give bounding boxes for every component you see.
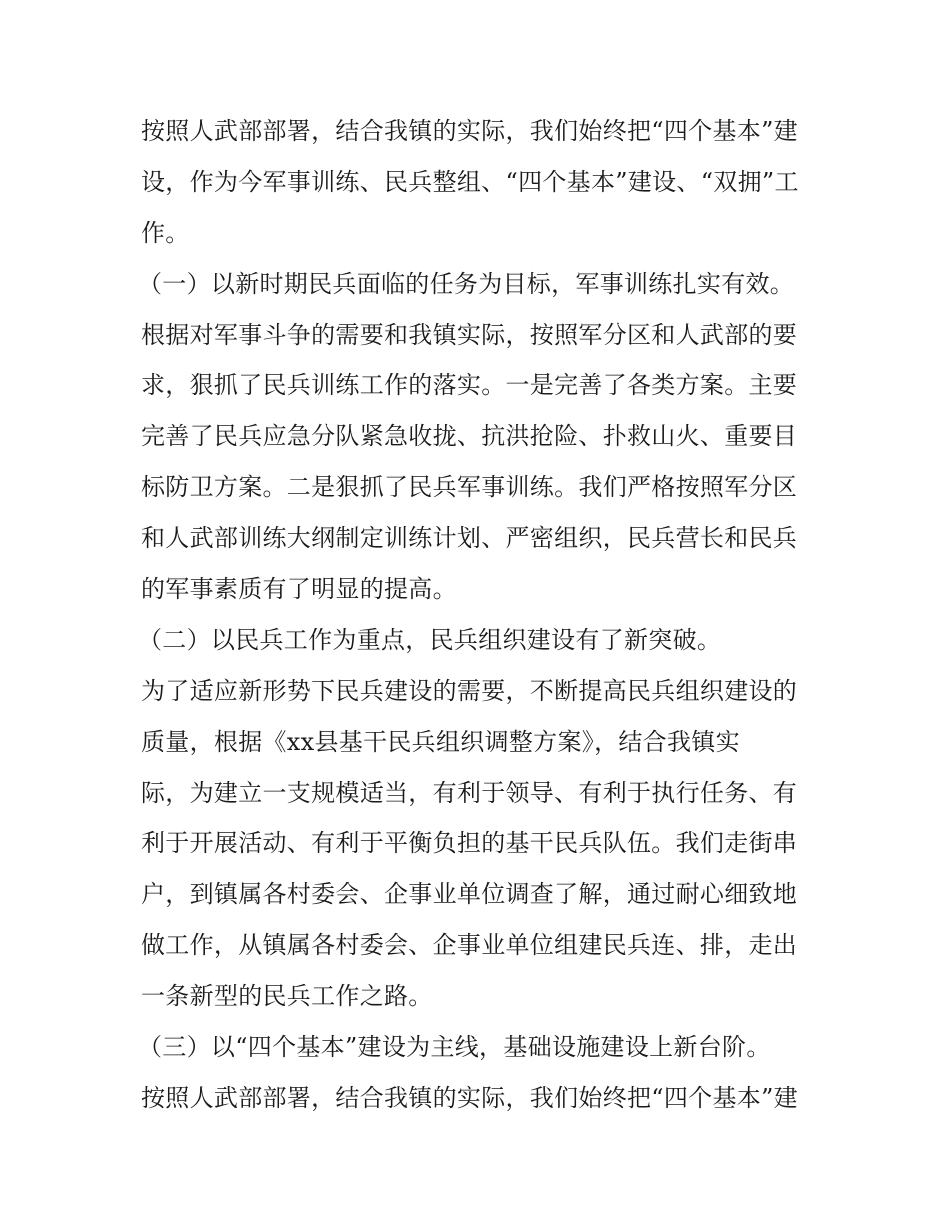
paragraph-line: 一条新型的民兵工作之路。 bbox=[141, 982, 433, 1011]
paragraph-line: 求，狠抓了民兵训练工作的落实。一是完善了各类方案。主要 bbox=[141, 371, 798, 400]
paragraph-line: 做工作，从镇属各村委会、企事业单位组建民兵连、排，走出 bbox=[141, 931, 798, 960]
paragraph-line: 按照人武部部署，结合我镇的实际，我们始终把“四个基本”建 bbox=[141, 1083, 798, 1112]
paragraph-line: 户，到镇属各村委会、企事业单位调查了解，通过耐心细致地 bbox=[141, 880, 798, 909]
paragraph-line: 际，为建立一支规模适当，有利于领导、有利于执行任务、有 bbox=[141, 778, 798, 807]
paragraph-line: 质量，根据《xx县基干民兵组织调整方案》，结合我镇实 bbox=[141, 727, 740, 756]
paragraph-line: 作。 bbox=[141, 218, 190, 247]
paragraph-line: 利于开展活动、有利于平衡负担的基干民兵队伍。我们走街串 bbox=[141, 829, 798, 858]
paragraph-line: 的军事素质有了明显的提高。 bbox=[141, 575, 457, 604]
paragraph-line: 标防卫方案。二是狠抓了民兵军事训练。我们严格按照军分区 bbox=[141, 473, 798, 502]
section-heading-3: （三）以“四个基本”建设为主线，基础设施建设上新台阶。 bbox=[138, 1033, 771, 1062]
paragraph-line: 完善了民兵应急分队紧急收拢、抗洪抢险、扑救山火、重要目 bbox=[141, 422, 798, 451]
paragraph-line: 按照人武部部署，结合我镇的实际，我们始终把“四个基本”建 bbox=[141, 117, 798, 145]
section-heading-1: （一）以新时期民兵面临的任务为目标，军事训练扎实有效。 bbox=[138, 269, 795, 298]
paragraph-line: 为了适应新形势下民兵建设的需要，不断提高民兵组织建设的 bbox=[141, 676, 798, 705]
paragraph-line: 根据对军事斗争的需要和我镇实际，按照军分区和人武部的要 bbox=[141, 320, 798, 349]
section-heading-2: （二）以民兵工作为重点，民兵组织建设有了新突破。 bbox=[138, 625, 722, 654]
paragraph-line: 和人武部训练大纲制定训练计划、严密组织，民兵营长和民兵 bbox=[141, 524, 798, 553]
document-body bbox=[138, 106, 821, 1124]
paragraph-line: 设，作为今军事训练、民兵整组、“四个基本”建设、“双拥”工 bbox=[141, 167, 799, 196]
